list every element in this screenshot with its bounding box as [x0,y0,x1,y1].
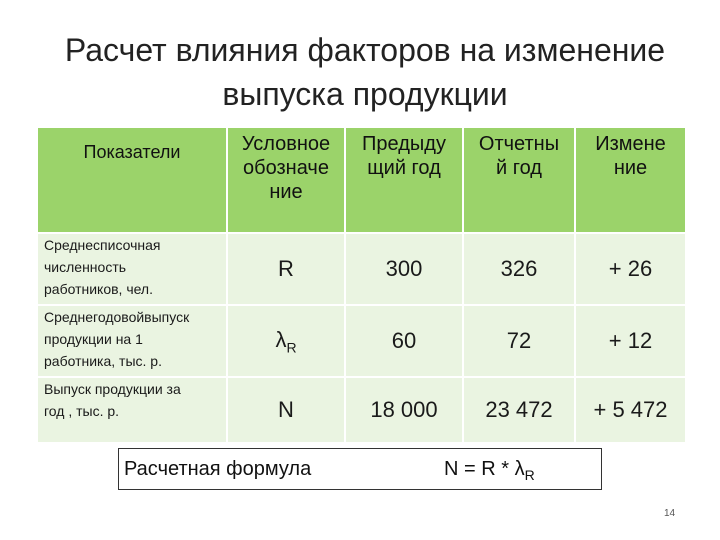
header-change: Измене ние [576,128,685,232]
table-header-row [38,128,685,232]
row-label: Среднегодовойвыпуск продукции на 1 работника, тыс. р. [38,306,226,376]
header-symbol: Условное обозначе ние [228,128,344,232]
row-current: 326 [464,234,574,304]
row-label: Выпуск продукции за год , тыс. р. [38,378,226,442]
row-symbol: N [228,378,344,442]
header-previous-year: Предыду щий год [346,128,462,232]
page-number: 14 [664,508,676,519]
slide-title [40,28,690,116]
header-indicators: Показатели [38,128,226,232]
row-symbol: R [228,234,344,304]
table-row [38,234,685,304]
row-change: + 26 [576,234,685,304]
row-change: + 5 472 [576,378,685,442]
row-change: + 12 [576,306,685,376]
row-previous: 18 000 [346,378,462,442]
row-label: Среднесписочная численность работников, чел. [38,234,226,304]
table-row [38,378,685,442]
title-line-2: выпуска продукции [222,76,508,112]
row-previous: 60 [346,306,462,376]
factors-table [36,126,687,444]
formula: $N = R * \lambda_R$ [444,458,535,483]
row-symbol: $\lambda_R$ [228,306,344,376]
title-line-1: Расчет влияния факторов на изменение [64,32,666,68]
row-current: 72 [464,306,574,376]
header-current-year: Отчетны й год [464,128,574,232]
row-previous: 300 [346,234,462,304]
table-row [38,306,685,376]
row-current: 23 472 [464,378,574,442]
formula-label: Расчетная формула [124,458,312,480]
